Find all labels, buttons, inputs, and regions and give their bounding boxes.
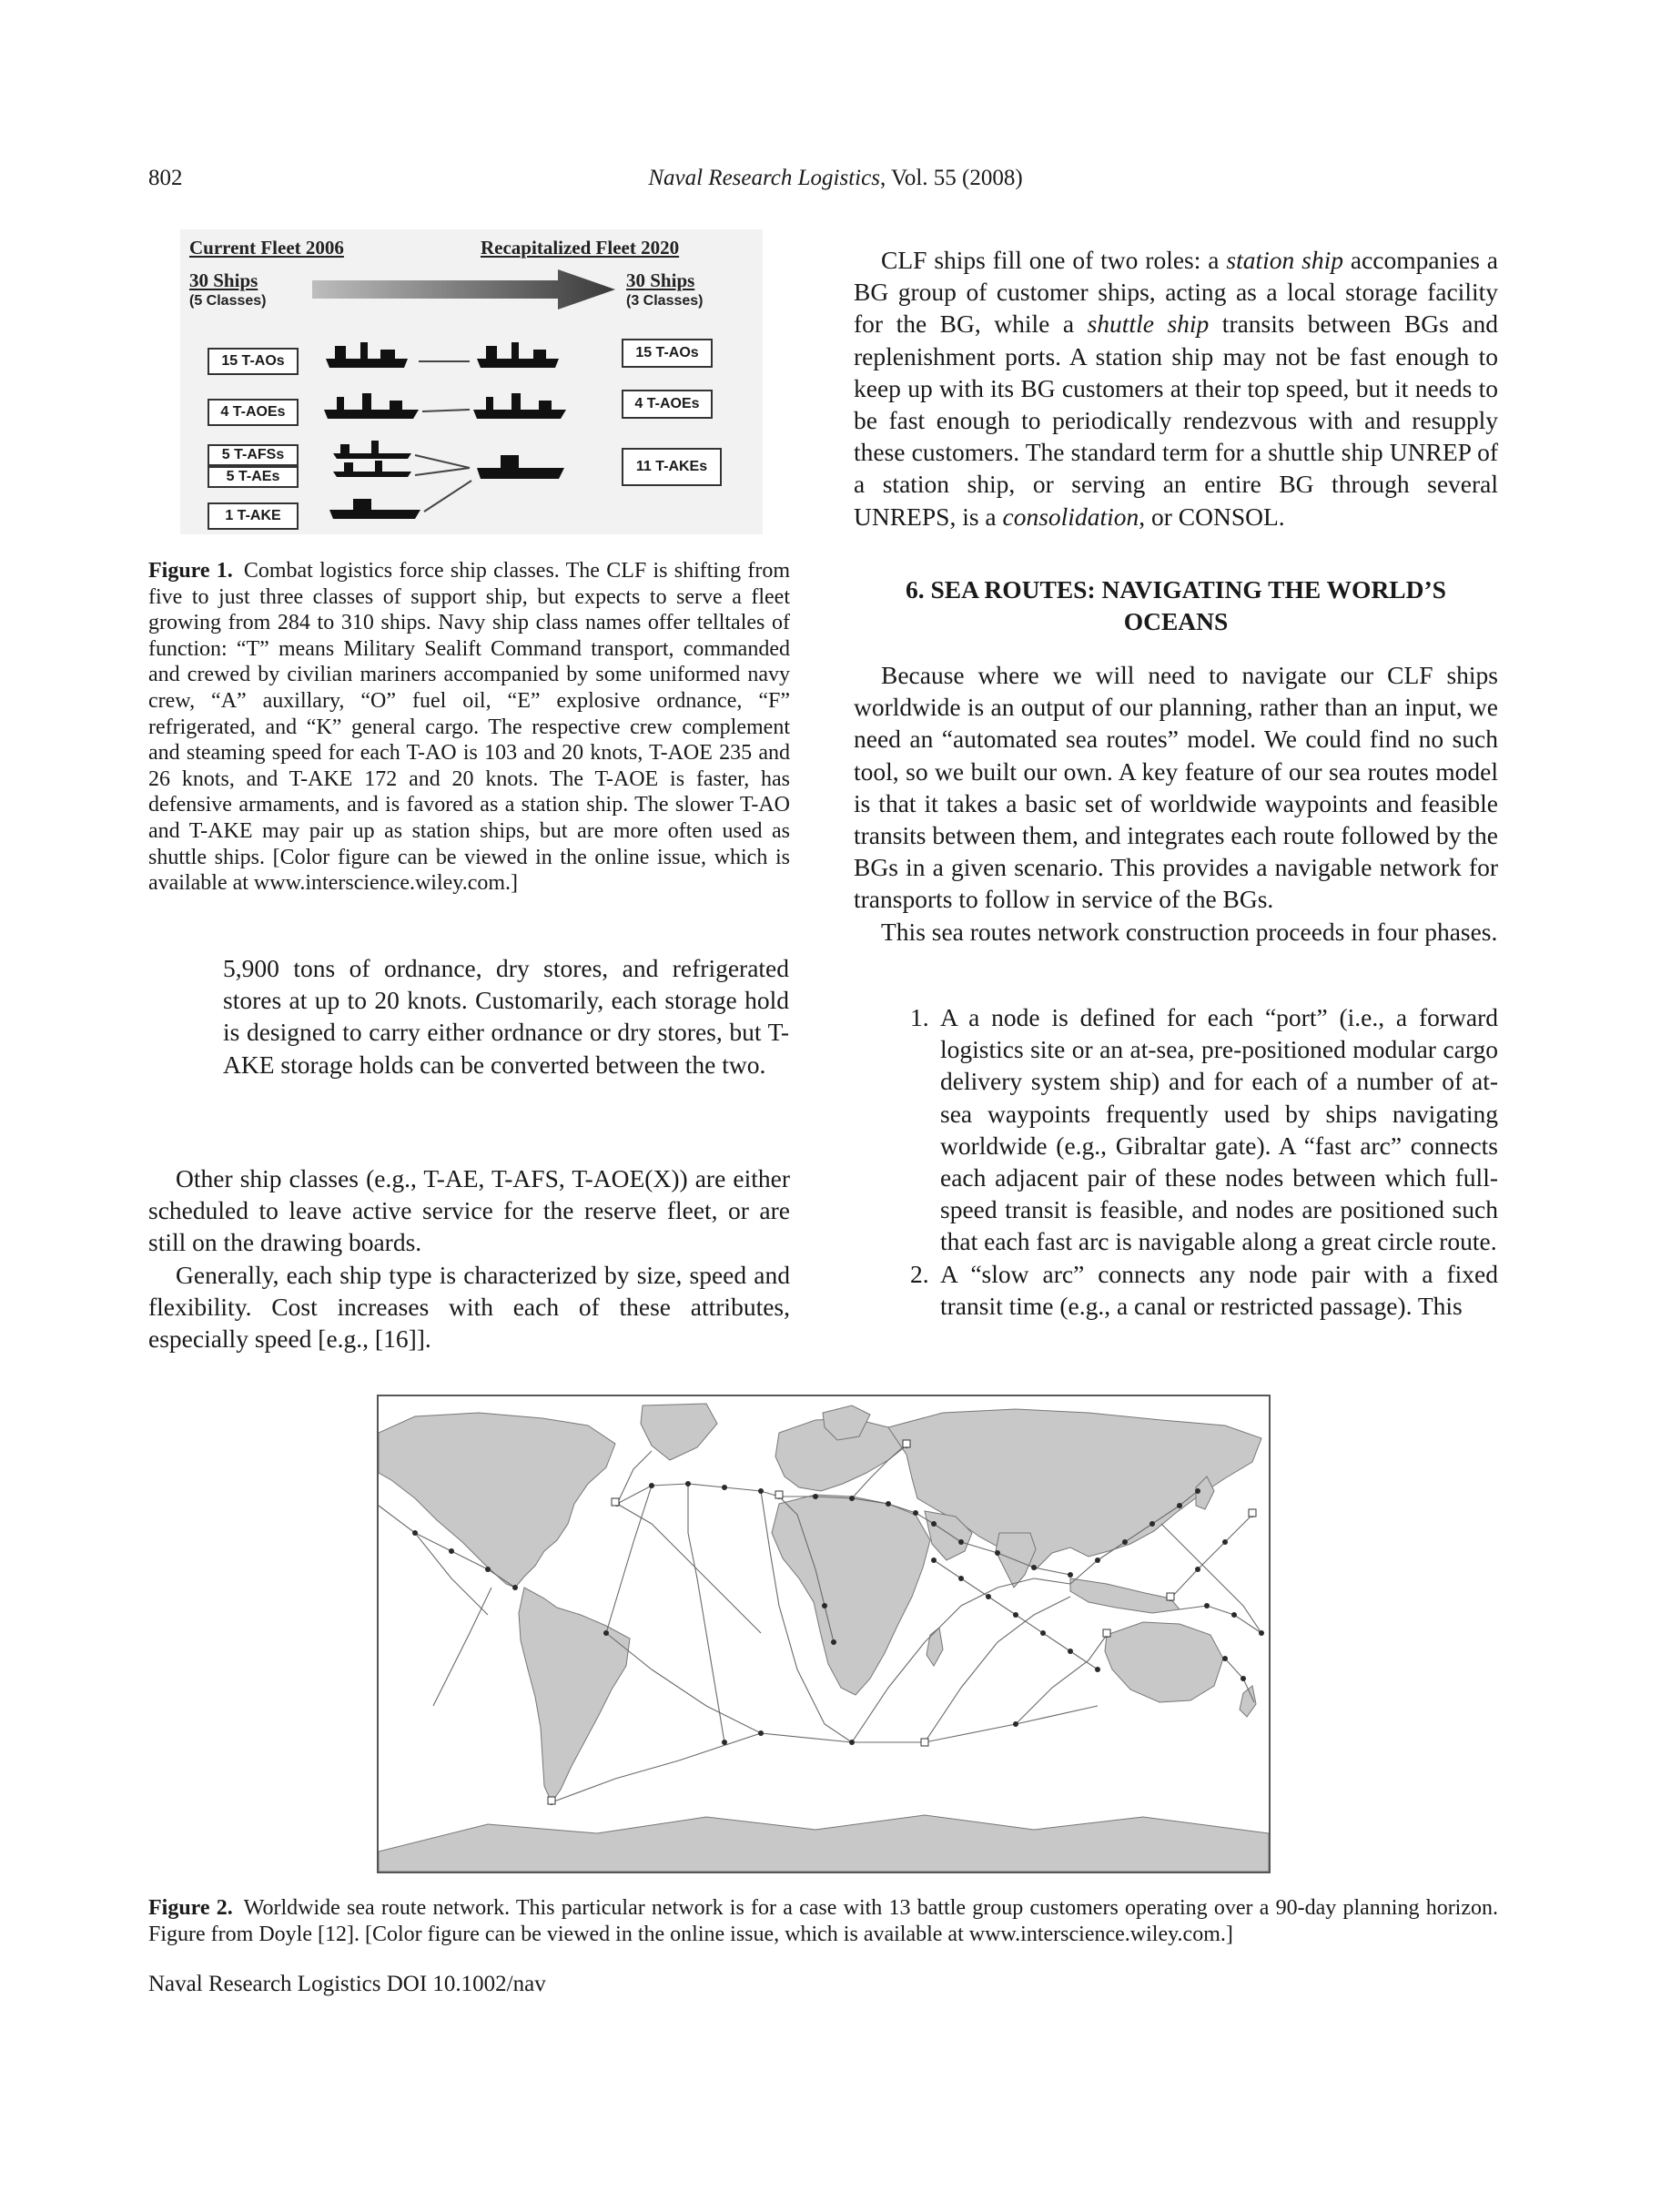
fleet-transition-arrow [312,269,615,309]
fig1-arrows-and-ships [180,229,763,534]
phase-number-2: 2. [910,1259,929,1288]
journal-name: Naval Research Logistics [648,166,880,190]
figure-1-caption [148,558,790,897]
journal-volume: , Vol. 55 (2008) [879,166,1023,190]
class-box-current-t-afs: 5 T-AFSs [208,444,299,466]
section-heading-line-2: OCEANS [1123,607,1229,635]
ship-silhouettes-future [473,342,566,479]
class-box-current-t-ake: 1 T-AKE [208,502,299,530]
fig1-left-count: 30 Ships [189,269,258,291]
class-box-future-t-ake: 11 T-AKEs [622,448,722,486]
term-consolidation: consolidation [1002,502,1139,531]
fig1-right-classes: (3 Classes) [626,293,704,309]
term-shuttle-ship: shuttle ship [1087,309,1210,339]
fig1-right-count: 30 Ships [626,269,695,291]
paragraph-ship-characteristics: Generally, each ship type is characterized by size, speed and flexibility. Cost increases with each of these attributes, especially speed [e.g., [16]]. [148,1261,790,1354]
fig1-title-left: Current Fleet 2006 [189,237,344,259]
fig1-title-right: Recapitalized Fleet 2020 [481,237,680,259]
section-heading-sea-routes [854,573,1498,637]
figure-1-caption-text: Combat logistics force ship classes. The CLF is shifting from five to just three classes of support ship, but expects to serve a fleet growing from 284 to 310 ships. Navy ship class names offer telltales of function: “T” means Military Sealift Command transport, commanded and crewed by civilian mariners accompanied by some uniformed navy crew, “A” auxillary, “O” fuel oil, “E” explosive ordnance, “F” refrigerated, and “K” general cargo. The respective crew complement and steaming speed for each T-AO is 103 and 20 knots, T-AOE 235 and 26 knots, and T-AKE 172 and 20 knots. The T-AOE is faster, has defensive armaments, and is favored as a station ship. The slower T-AO and T-AKE may pair up as station ships, but are more often used as shuttle ships. [Color figure can be viewed in the online issue, which is available at www.interscience.wiley.com.] [148,559,790,896]
phase-item-2 [854,1258,1498,1322]
clf-text-4: , or CONSOL. [1139,502,1285,531]
paragraph-other-ship-classes: Other ship classes (e.g., T-AE, T-AFS, T-AOE(X)) are either scheduled to leave active service for the reserve fleet, or are still on the drawing boards. [148,1164,790,1257]
figure-2-label: Figure 2. [148,1896,233,1920]
class-box-current-t-ae: 5 T-AEs [208,466,299,488]
class-box-current-t-aoe: 4 T-AOEs [208,399,299,426]
figure-1-graphic [180,229,763,534]
clf-text-2: accompanies a BG group of customer ships, acting as a local storage facility for the BG, while a [854,246,1498,339]
running-header [0,166,1671,191]
class-box-current-t-ao: 15 T-AOs [208,348,299,375]
class-box-future-t-ao: 15 T-AOs [622,339,713,368]
phase-text-2: A “slow arc” connects any node pair with a fixed transit time (e.g., a canal or restricted passage). This [940,1259,1498,1320]
page-number: 802 [148,166,183,190]
sea-route-map [379,1396,1269,1872]
clf-text-3: transits between BGs and replenishment ports. A station ship may not be fast enough to keep up with its BG customers at their top speed, but it needs to be fast enough to periodically rendezvous with and resupply these customers. The standard term for a shuttle ship UNREP of a station ship, or serving an entire BG through several UNREPS, is a [854,309,1499,531]
class-box-future-t-aoe: 4 T-AOEs [622,390,713,419]
fig1-connector-lines [415,361,471,512]
phase-list [854,1001,1498,1322]
fig1-left-classes: (5 Classes) [189,293,267,309]
clf-text-1: CLF ships fill one of two roles: a [881,246,1227,274]
block-quote-continuation: 5,900 tons of ordnance, dry stores, and refrigerated stores at up to 20 knots. Customarily, each storage hold is designed to carry either ordnance or dry stores, but T-AKE storage holds can be converted between the two. [223,954,789,1079]
figure-1-label: Figure 1. [148,559,233,583]
paragraph-four-phases: This sea routes network construction proceeds in four phases. [881,918,1498,946]
phase-item-1 [854,1001,1498,1258]
paragraph-automated-sea-routes: Because where we will need to navigate our CLF ships worldwide is an output of our planning, rather than an input, we need an “automated sea routes” model. We could find no such tool, so we built our own. A key feature of our sea routes model is that it takes a basic set of worldwide waypoints and feasible transits between them, and integrates each route followed by the BGs in a given scenario. This provides a navigable network for transports to follow in service of the BGs. [854,661,1498,914]
paragraph-clf-roles [854,244,1498,533]
figure-2-caption [148,1895,1498,1947]
page-footer: Naval Research Logistics DOI 10.1002/nav [148,1972,546,1996]
ship-silhouettes-current [324,342,420,519]
phase-number-1: 1. [910,1003,929,1031]
figure-2-caption-text: Worldwide sea route network. This particular network is for a case with 13 battle group customers operating over a 90-day planning horizon. Figure from Doyle [12]. [Color figure can be viewed in the online issue, which is available at www.interscience.wiley.com.] [148,1896,1499,1946]
phase-text-1: A a node is defined for each “port” (i.e., a forward logistics site or an at-sea, pre-positioned modular cargo delivery system ship) and for each of a number of at-sea waypoints frequently used by ships navigating worldwide (e.g., Gibraltar gate). A “fast arc” connects each adjacent pair of these nodes between which full-speed transit is feasible, and nodes are positioned such that each fast arc is navigable along a great circle route. [940,1003,1498,1256]
section-heading-line-1: 6. SEA ROUTES: NAVIGATING THE WORLD’S [906,575,1446,604]
term-station-ship: station ship [1226,246,1343,274]
figure-2-world-map [377,1395,1271,1873]
